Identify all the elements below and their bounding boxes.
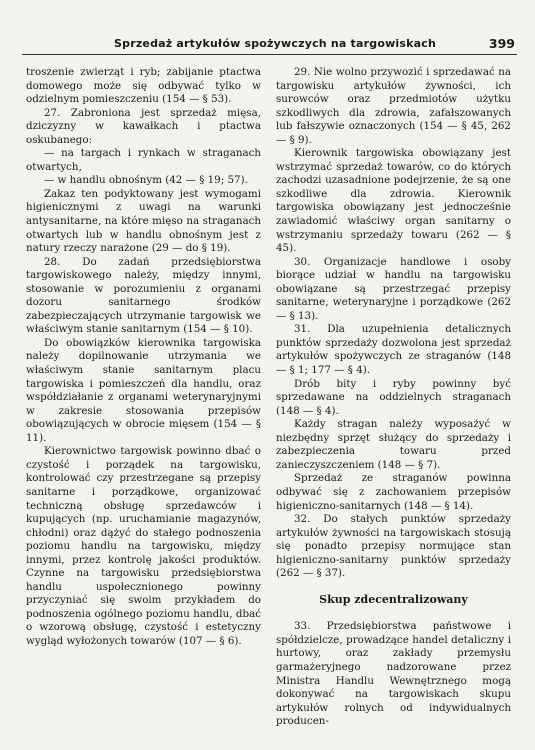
paragraph: 31. Dla uzupełnienia detalicznych punktów sprzedaży dozwolona jest sprzedaż artykułów spożywczych ze straganów (148 — § 1; 177 — § 4).	[276, 323, 511, 377]
paragraph: Sprzedaż ze straganów powinna odbywać się z zachowaniem przepisów higieniczno-sanitarnych (148 — § 14).	[276, 472, 511, 512]
right-column	[276, 66, 511, 729]
list-item: — w handlu obnośnym (42 — § 19; 57).	[44, 174, 248, 187]
paragraph: troszenie zwierząt i ryb; zabijanie ptactwa domowego może się odbywać tylko w odzielnym pomieszczeniu (154 — § 53).	[26, 66, 261, 106]
list-item: — na targach i rynkach w straganach otwartych,	[26, 147, 261, 173]
left-column	[26, 66, 261, 649]
paragraph: Zakaz ten podyktowany jest wymogami higienicznymi z uwagi na warunki antysanitarne, na które mięso na straganach otwartych lub w handlu obnośnym jest z natury rzeczy narażone (29 — do § 19).	[26, 187, 261, 255]
paragraph: 28. Do zadań przedsiębiorstwa targowiskowego należy, między innymi, stosowanie w porozumieniu z organami dozoru sanitarnego środków zabezpieczających utrzymanie targowisk we właściwym stanie sanitarnym (154 — § 10).	[26, 255, 261, 336]
running-header-title: Sprzedaż artykułów spożywczych na targowiskach	[114, 37, 437, 50]
paragraph: Do obowiązków kierownika targowiska należy dopilnowanie utrzymania we właściwym stanie sanitarnym placu targowiska i pomieszczeń dla handlu, oraz współdziałanie z organami weterynaryjnymi w zakresie stosowania przepisów obowiązujących w obrocie mięsem (154 — § 11).	[26, 336, 261, 444]
page-number: 399	[488, 36, 515, 51]
paragraph: Kierownik targowiska obowiązany jest wstrzymać sprzedaż towarów, co do których zachodzi uzasadnione podejrzenie, że są one szkodliwe dla zdrowia. Kierownik targowiska obowiązany jest jednocześnie zawiadomić właściwy organ sanitarny o wstrzymaniu sprzedaży towaru (262 — § 45).	[276, 147, 511, 255]
section-heading: Skup zdecentralizowany	[319, 592, 468, 606]
paragraph: 30. Organizacje handlowe i osoby biorące udział w handlu na targowisku obowiązane są przestrzegać przepisy sanitarne, weterynaryjne i porządkowe (262 — § 13).	[276, 255, 511, 322]
paragraph: Drób bity i ryby powinny być sprzedawane na oddzielnych straganach (148 — § 4).	[276, 377, 511, 417]
paragraph: Kierownictwo targowisk powinno dbać o czystość i porządek na targowisku, kontrolować czy przestrzegane są przepisy sanitarne i porządkowe, organizować techniczną obsługę sprzedawców i kupujących (np. uruchamianie magazynów, chłodni) oraz dążyć do stałego podnoszenia poziomu handlu na targowisku, między innymi, przez kontrolę jakości produktów. Czynne na targowisku przedsiębiorstwa handlu uspołecznionego powinny przyczyniać się swoim przykładem do podnoszenia ogólnego poziomu handlu, dbać o wzorową obsługę, czystość i estetyczny wygląd wyłożonych towarów (107 — § 6).	[26, 445, 261, 647]
paragraph: 29. Nie wolno przywozić i sprzedawać na targowisku artykułów żywności, ich surowców oraz przedmiotów użytku szkodliwych dla zdrowia, zafałszowanych lub fałszywie oznaczonych (154 — § 45, 262 — § 9).	[276, 66, 511, 146]
paragraph: Każdy stragan należy wyposażyć w niezbędny sprzęt służący do sprzedaży i zabezpieczenia towaru przed zanieczyszczeniem (148 — § 7).	[276, 418, 511, 471]
paragraph: 33. Przedsiębiorstwa państwowe i spółdzielcze, prowadzące handel detaliczny i hurtowy, oraz zakłady przemysłu garmażeryjnego nadzorowane przez Ministra Handlu Wewnętrznego mogą dokonywać na targowiskach skupu artykułów rolnych od indywidualnych producen-	[276, 620, 511, 728]
paragraph: 27. Zabroniona jest sprzedaż mięsa, dziczyzny w kawałkach i ptactwa oskubanego:	[26, 106, 261, 146]
running-header	[22, 36, 517, 55]
paragraph: 32. Do stałych punktów sprzedaży artykułów żywności na targowiskach stosują się ponadto przepisy normujące stan higieniczno-sanitarny punktów sprzedaży (262 — § 37).	[276, 513, 511, 580]
